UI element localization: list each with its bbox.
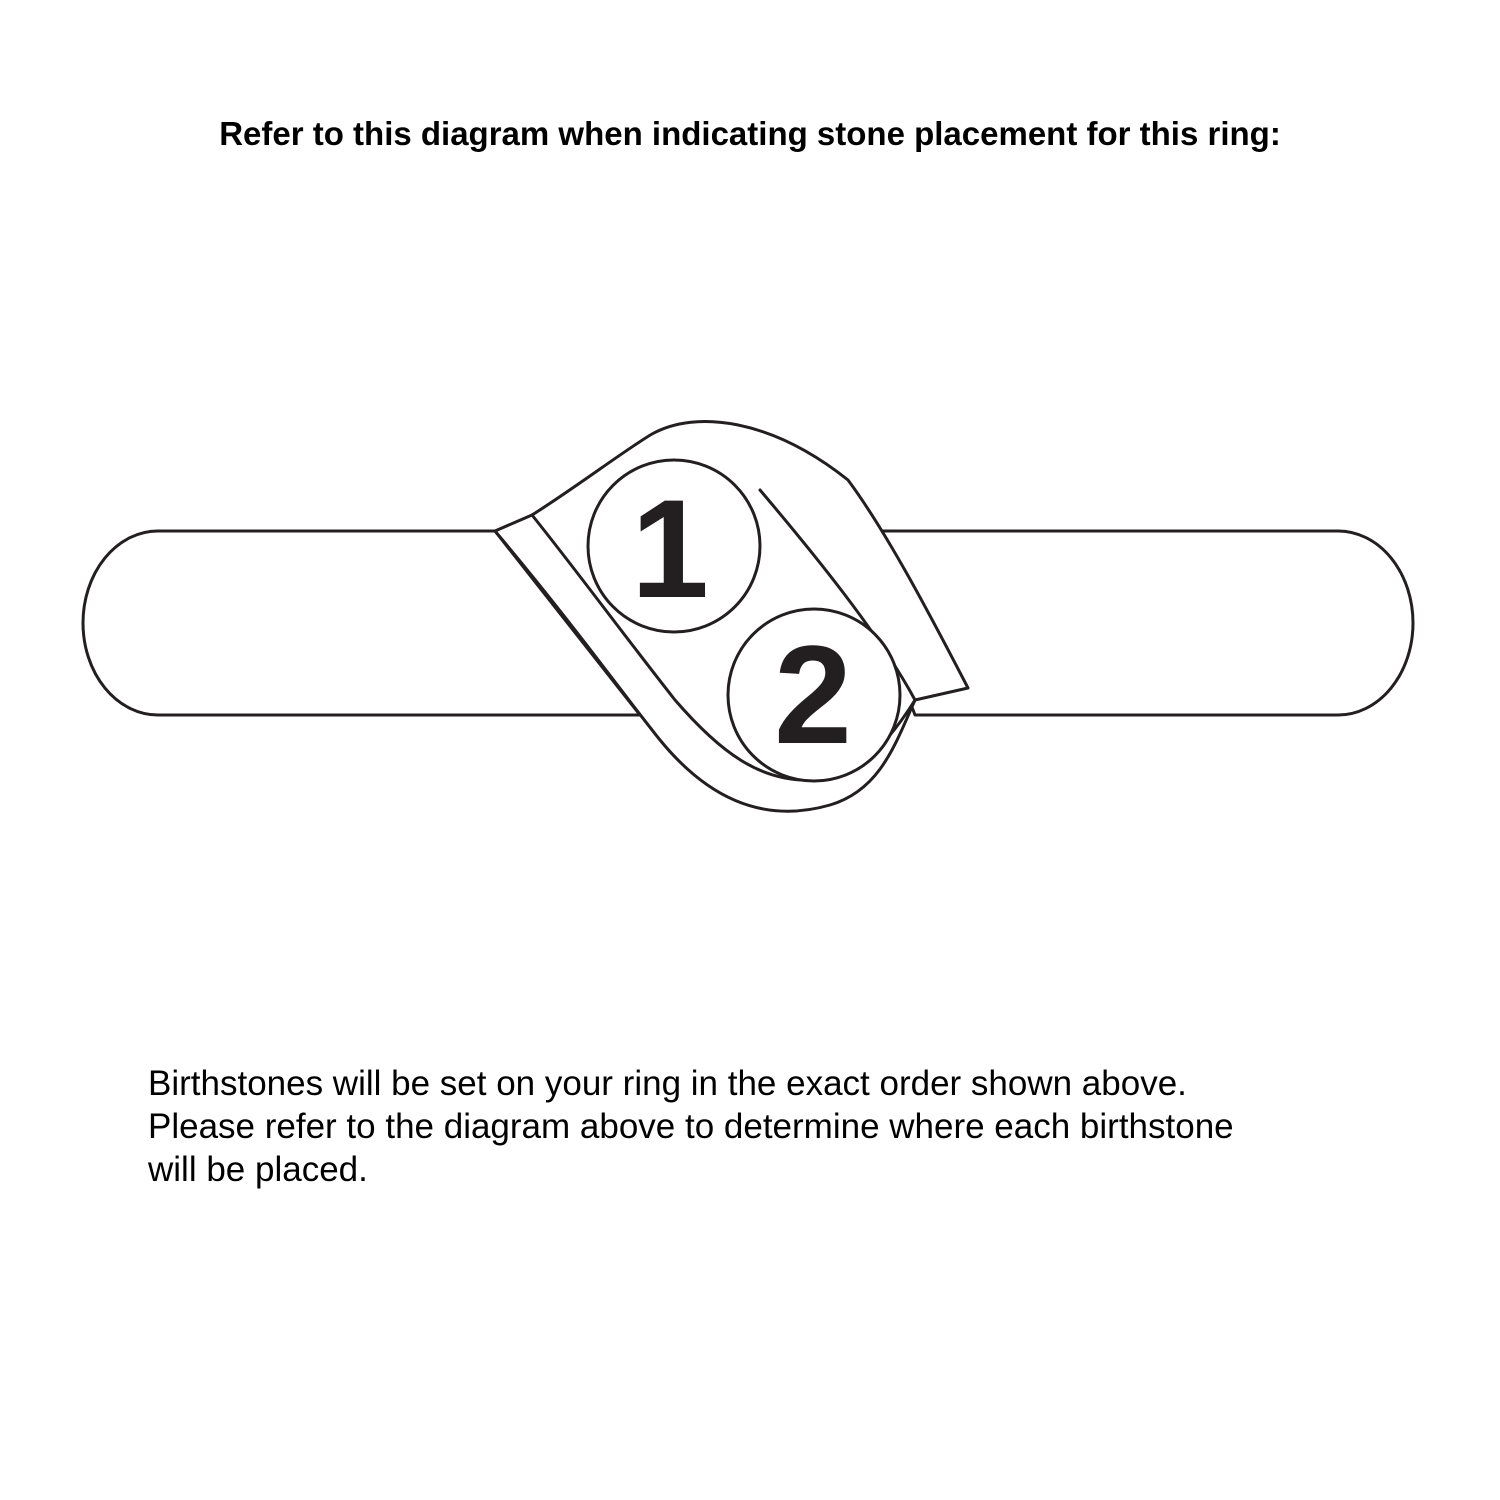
stone-1-label: 1: [631, 470, 709, 627]
placement-note: [148, 1062, 1408, 1191]
page-heading: Refer to this diagram when indicating stone placement for this ring:: [219, 115, 1281, 152]
note-line-2: Please refer to the diagram above to determine where each birthstone: [148, 1107, 1234, 1146]
note-line-1: Birthstones will be set on your ring in the exact order shown above.: [148, 1064, 1187, 1103]
note-line-3: will be placed.: [148, 1150, 368, 1189]
stone-2-label: 2: [774, 616, 852, 773]
